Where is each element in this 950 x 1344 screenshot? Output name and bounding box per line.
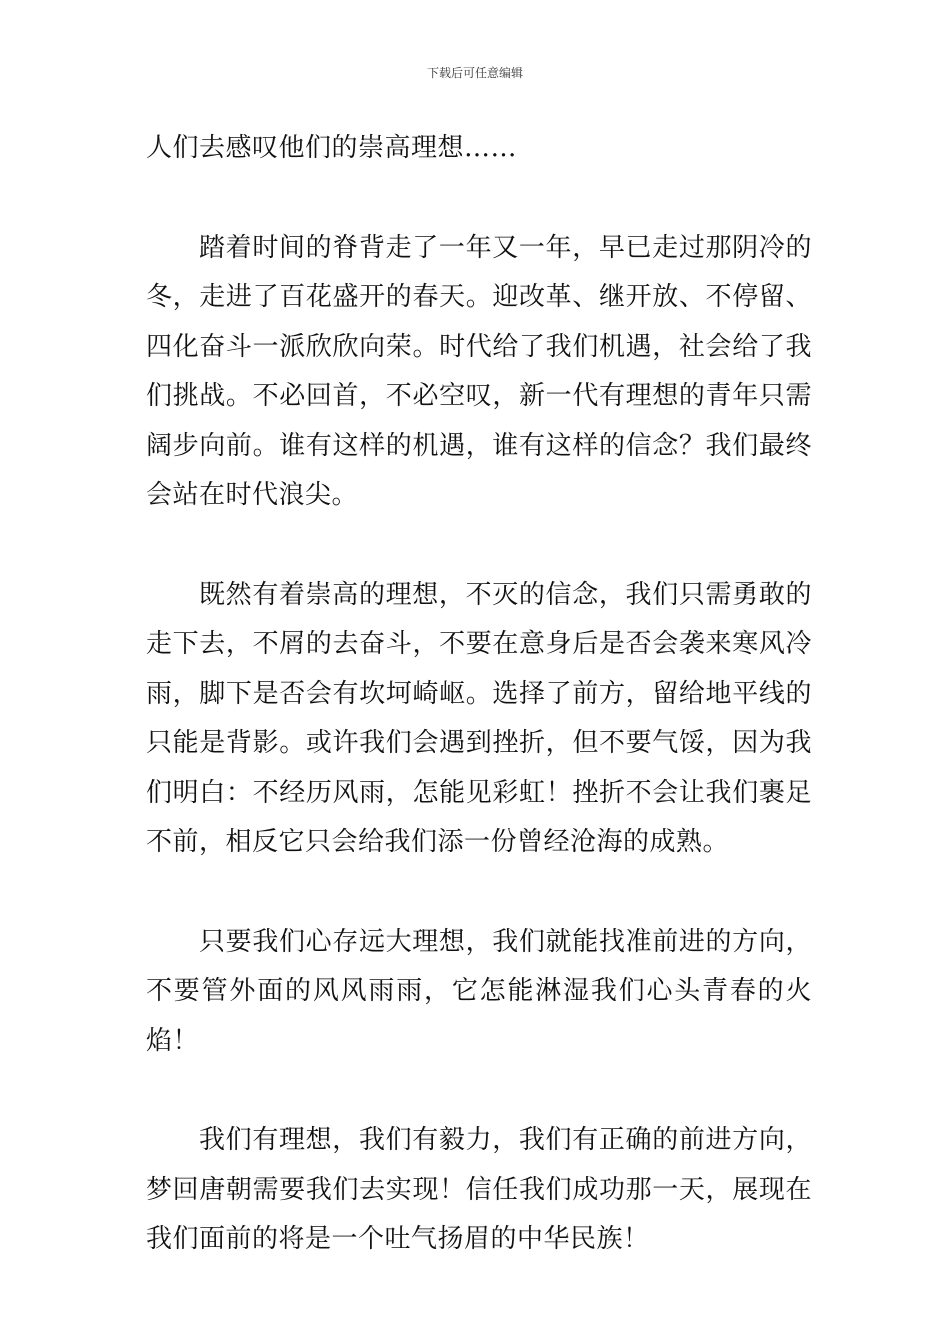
paragraph-3: 只要我们心存远大理想，我们就能找准前进的方向，不要管外面的风风雨雨，它怎能淋湿我们心头青春的火焰！ <box>146 926 812 1056</box>
paragraph-1: 踏着时间的脊背走了一年又一年，早已走过那阴冷的冬，走进了百花盛开的春天。迎改革、继开放、不停留、四化奋斗一派欣欣向荣。时代给了我们机遇，社会给了我们挑战。不必回首，不必空叹，新一代有理想的青年只需阔步向前。谁有这样的机遇，谁有这样的信念？我们最终会站在时代浪尖。 <box>146 232 812 510</box>
page-header-note: 下载后可任意编辑 <box>426 66 523 80</box>
document-body <box>146 124 812 1315</box>
paragraph-2: 既然有着崇高的理想，不灭的信念，我们只需勇敢的走下去，不屑的去奋斗，不要在意身后是否会袭来寒风冷雨，脚下是否会有坎坷崎岖。选择了前方，留给地平线的只能是背影。或许我们会遇到挫折，但不要气馁，因为我们明白：不经历风雨，怎能见彩虹！挫折不会让我们裹足不前，相反它只会给我们添一份曾经沧海的成熟。 <box>146 579 812 857</box>
paragraph-4: 我们有理想，我们有毅力，我们有正确的前进方向，梦回唐朝需要我们去实现！信任我们成功那一天，展现在我们面前的将是一个吐气扬眉的中华民族！ <box>146 1125 812 1254</box>
paragraph-continuation: 人们去感叹他们的崇高理想…… <box>146 133 518 163</box>
